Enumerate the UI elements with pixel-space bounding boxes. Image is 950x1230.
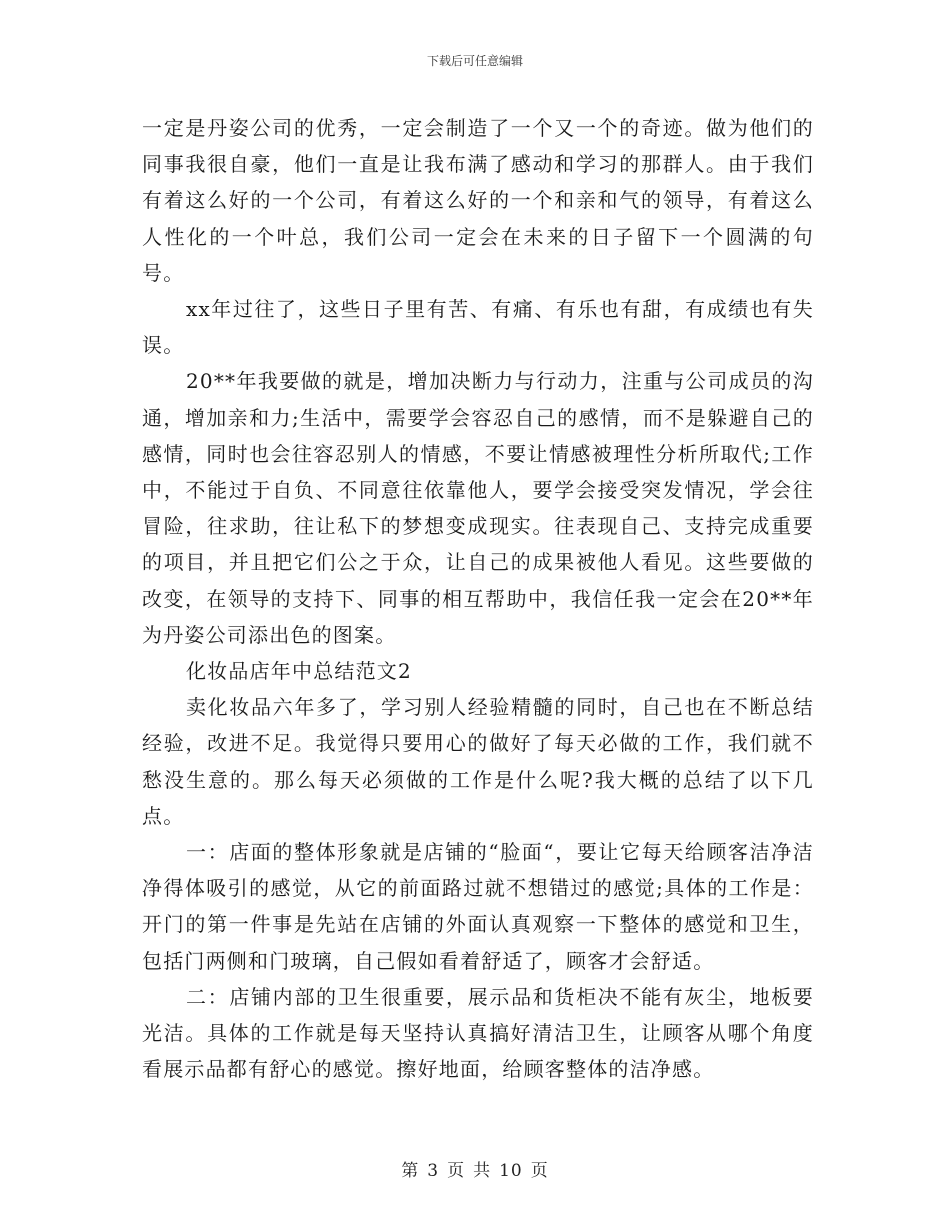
paragraph: 卖化妆品六年多了，学习别人经验精髓的同时，自己也在不断总结经验，改进不足。我觉得只要用心的做好了每天必做的工作，我们就不愁没生意的。那么每天必须做的工作是什么呢?我大概的总结了以下几点。	[142, 695, 814, 828]
footer-suffix: 页	[530, 1161, 549, 1181]
footer-prefix: 第	[401, 1161, 420, 1181]
footer-total-word: 共	[473, 1161, 492, 1181]
paragraph: 二：店铺内部的卫生很重要，展示品和货柜决不能有灰尘，地板要光洁。具体的工作就是每天坚持认真搞好清洁卫生，让顾客从哪个角度看展示品都有舒心的感觉。擦好地面，给顾客整体的洁净感。	[142, 984, 814, 1082]
footer-current-page: 3	[427, 1161, 440, 1181]
paragraph: 20**年我要做的就是，增加决断力与行动力，注重与公司成员的沟通，增加亲和力;生活中，需要学会容忍自己的感情，而不是躲避自己的感情，同时也会往容忍别人的情感，不要让情感被理性分析所取代;工作中，不能过于自负、不同意往依靠他人，要学会接受突发情况，学会往冒险，往求助，往让私下的梦想变成现实。往表现自己、支持完成重要的项目，并且把它们公之于众，让自己的成果被他人看见。这些要做的改变，在领导的支持下、同事的相互帮助中，我信任我一定会在20**年为丹姿公司添出色的图案。	[142, 369, 814, 647]
footer-total-pages: 10	[499, 1161, 523, 1181]
paragraph-continuation: 一定是丹姿公司的优秀，一定会制造了一个又一个的奇迹。做为他们的同事我很自豪，他们一直是让我布满了感动和学习的那群人。由于我们有着这么好的一个公司，有着这么好的一个和亲和气的领导，有着这么人性化的一个叶总，我们公司一定会在未来的日子留下一个圆满的句号。	[142, 116, 814, 285]
footer-page-word: 页	[447, 1161, 466, 1181]
paragraph: 一：店面的整体形象就是店铺的“脸面“，要让它每天给顾客洁净洁净得体吸引的感觉，从它的前面路过就不想错过的感觉;具体的工作是：开门的第一件事是先站在店铺的外面认真观察一下整体的感觉和卫生，包括门两侧和门玻璃，自己假如看着舒适了，顾客才会舒适。	[142, 840, 814, 973]
paragraph: xx年过往了，这些日子里有苦、有痛、有乐也有甜，有成绩也有失误。	[142, 297, 814, 358]
document-body	[142, 110, 814, 1087]
page-number-footer	[0, 1156, 950, 1181]
section-title: 化妆品店年中总结范文2	[186, 659, 412, 684]
page-header-note: 下载后可任意编辑	[426, 54, 523, 68]
